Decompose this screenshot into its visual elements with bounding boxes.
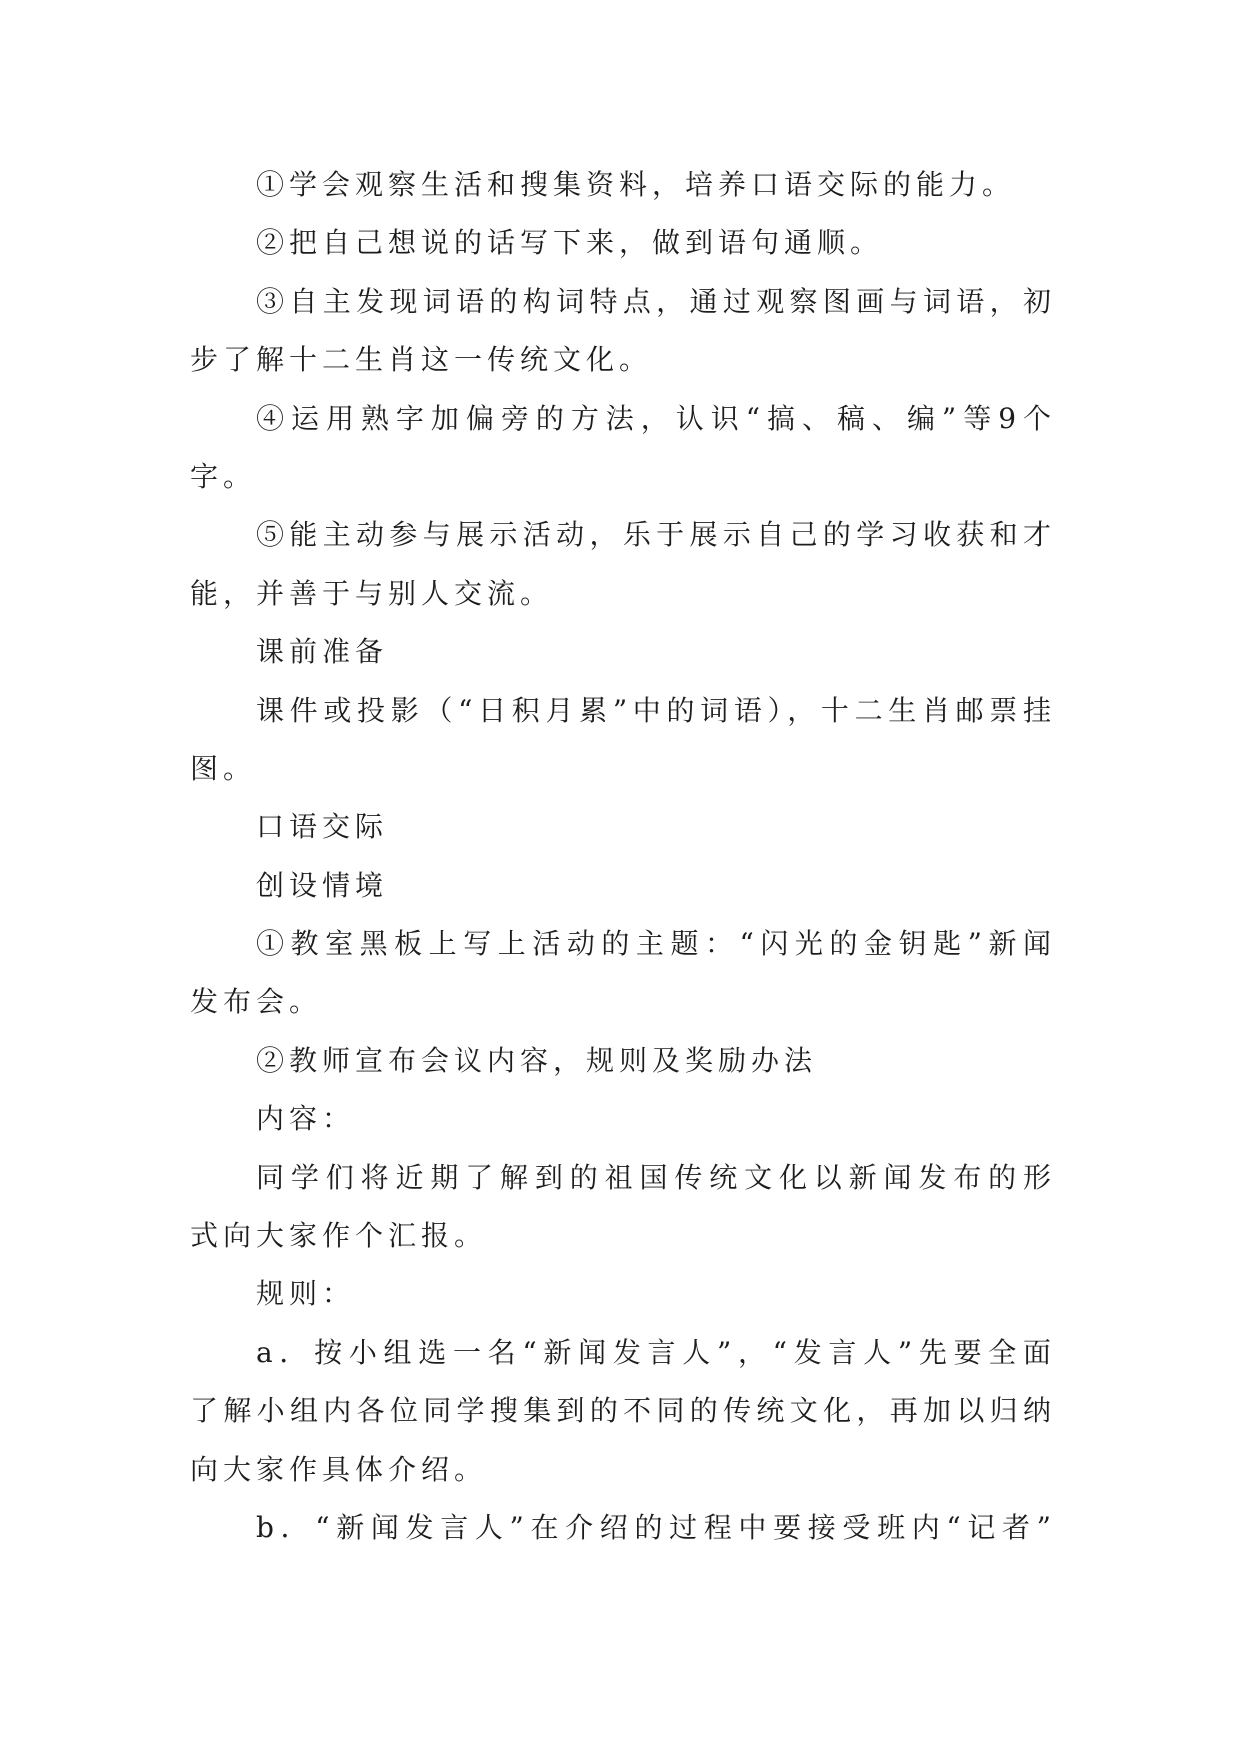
heading-pre-class-preparation xyxy=(190,623,1056,681)
content-label xyxy=(190,1090,1056,1148)
preparation-text xyxy=(190,682,1056,799)
objective-4 xyxy=(190,390,1056,507)
text-line: 发布会。 xyxy=(190,985,323,1019)
heading-create-scenario xyxy=(190,857,1056,915)
text-line: 了解小组内各位同学搜集到的不同的传统文化，再加以归纳 xyxy=(190,1394,1056,1428)
scenario-step-2 xyxy=(190,1032,1056,1090)
text-line: a．按小组选一名“新闻发言人”，“发言人”先要全面 xyxy=(256,1335,1056,1369)
text-line: ①教室黑板上写上活动的主题：“闪光的金钥匙”新闻 xyxy=(256,927,1056,961)
text-line: ②把自己想说的话写下来，做到语句通顺。 xyxy=(256,226,884,260)
text-line: 图。 xyxy=(190,751,257,785)
document-body xyxy=(190,156,1056,1557)
text-line: 向大家作具体介绍。 xyxy=(190,1452,488,1486)
objective-3 xyxy=(190,273,1056,390)
text-line: ⑤能主动参与展示活动，乐于展示自己的学习收获和才 xyxy=(256,518,1056,552)
section-heading: 创设情境 xyxy=(256,868,389,902)
text-line: b．“新闻发言人”在介绍的过程中要接受班内“记者” xyxy=(256,1510,1056,1544)
text-line: 规则： xyxy=(256,1277,356,1311)
text-line: 能，并善于与别人交流。 xyxy=(190,576,554,610)
objective-1 xyxy=(190,156,1056,214)
scenario-step-1 xyxy=(190,915,1056,1032)
text-line: ①学会观察生活和搜集资料，培养口语交际的能力。 xyxy=(256,168,1016,201)
rule-a xyxy=(190,1324,1056,1499)
text-line: ②教师宣布会议内容，规则及奖励办法 xyxy=(256,1043,818,1077)
objective-2 xyxy=(190,214,1056,272)
text-line: 步了解十二生肖这一传统文化。 xyxy=(190,343,653,377)
text-line: 同学们将近期了解到的祖国传统文化以新闻发布的形 xyxy=(256,1160,1056,1194)
content-text xyxy=(190,1149,1056,1266)
text-line: ④运用熟字加偏旁的方法，认识“搞、稿、编”等9个 xyxy=(256,401,1056,435)
text-line: 式向大家作个汇报。 xyxy=(190,1219,488,1253)
text-line: 内容： xyxy=(256,1102,356,1136)
objective-5 xyxy=(190,506,1056,623)
text-line: 课件或投影（“日积月累”中的词语），十二生肖邮票挂 xyxy=(256,693,1056,727)
rule-b xyxy=(190,1499,1056,1557)
section-heading: 课前准备 xyxy=(256,635,389,669)
heading-oral-communication xyxy=(190,798,1056,856)
text-line: ③自主发现词语的构词特点，通过观察图画与词语，初 xyxy=(256,284,1056,318)
rules-label xyxy=(190,1265,1056,1323)
section-heading: 口语交际 xyxy=(256,810,389,844)
text-line: 字。 xyxy=(190,459,257,493)
